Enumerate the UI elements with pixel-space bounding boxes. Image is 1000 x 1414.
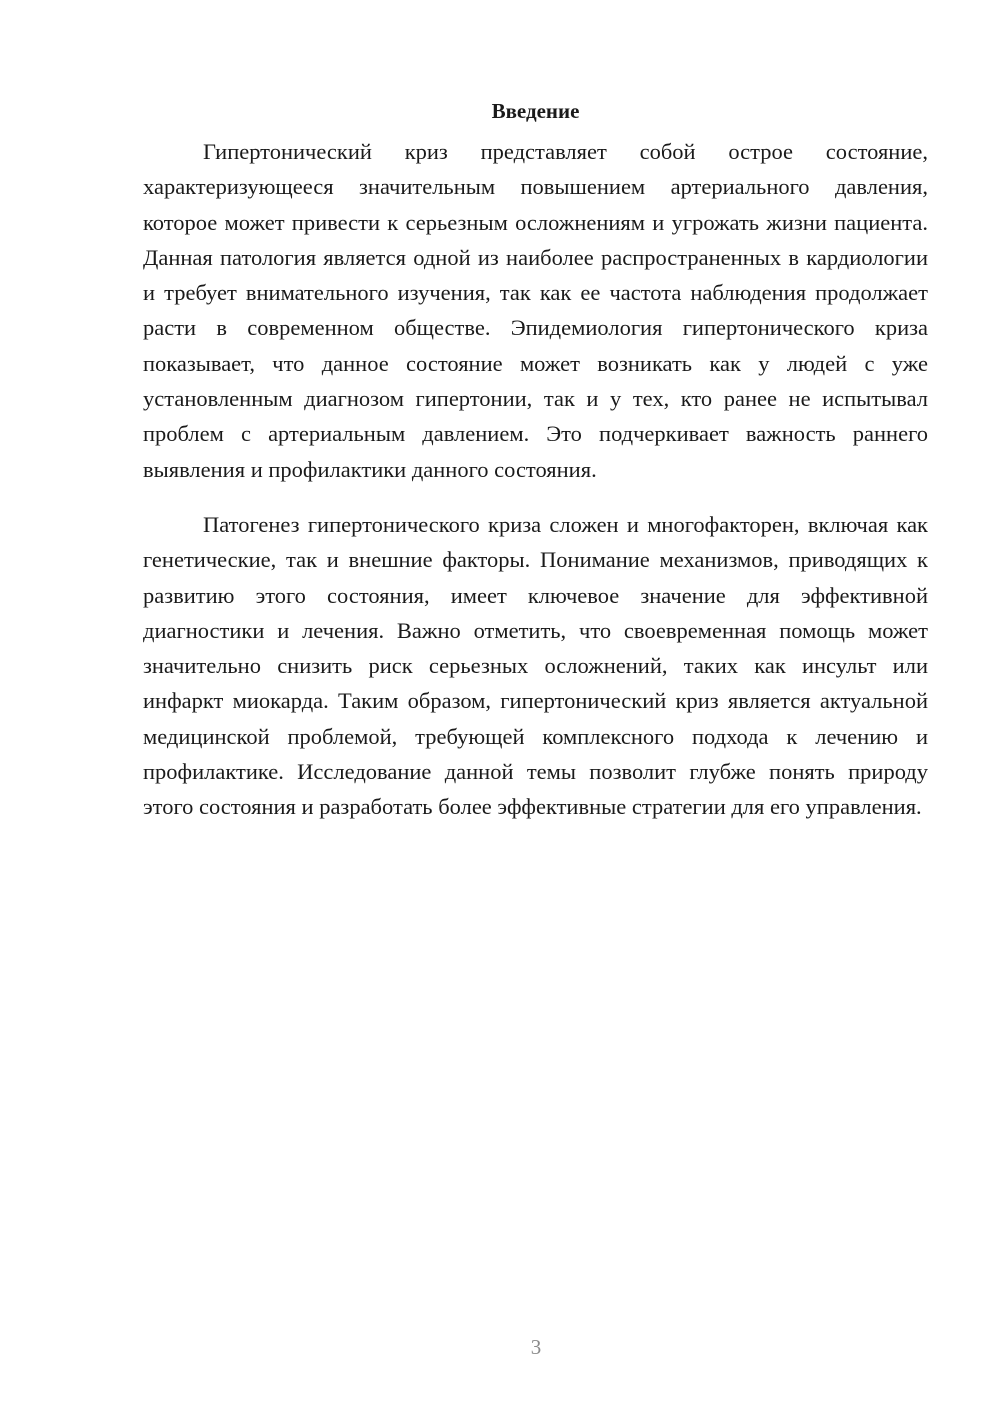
- section-title: Введение: [491, 99, 580, 123]
- paragraph-pathogenesis: Патогенез гипертонического криза сложен и многофакторен, включая как генетические, так и внешние факторы. Понимание механизмов, приводящих к развитию этого состояния, имеет ключевое значение для эффективной диагностики и лечения. Важно отметить, что своевременная помощь может значительно снизить риск серьезных осложнений, таких как инсульт или инфаркт миокарда. Таким образом, гипертонический криз является актуальной медицинской проблемой, требующей комплексного подхода к лечению и профилактике. Исследование данной темы позволит глубже понять природу этого состояния и разработать более эффективные стратегии для его управления.: [143, 511, 928, 820]
- page-content: [143, 96, 928, 825]
- page-number: 3: [530, 1335, 542, 1359]
- paragraph-introduction: Гипертонический криз представляет собой острое состояние, характеризующееся значительным повышением артериального давления, которое может привести к серьезным осложнениям и угрожать жизни пациента. Данная патология является одной из наиболее распространенных в кардиологии и требует внимательного изучения, так как ее частота наблюдения продолжает расти в современном обществе. Эпидемиология гипертонического криза показывает, что данное состояние может возникать как у людей с уже установленным диагнозом гипертонии, так и у тех, кто ранее не испытывал проблем с артериальным давлением. Это подчеркивает важность раннего выявления и профилактики данного состояния.: [143, 139, 928, 482]
